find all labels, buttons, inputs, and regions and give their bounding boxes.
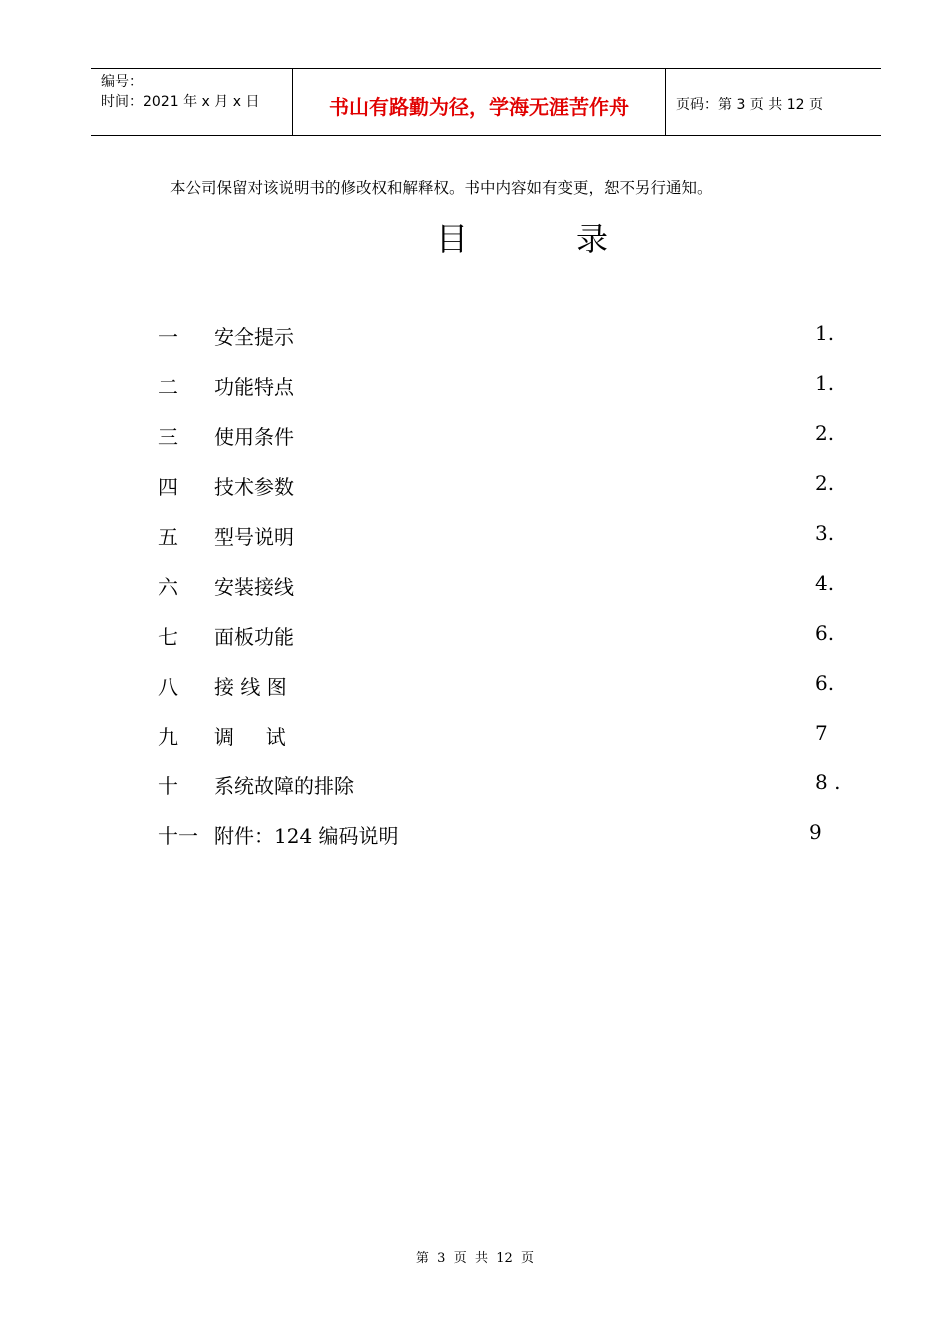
- toc-entry-page: 8 .: [815, 770, 841, 794]
- toc-entry[interactable]: [0, 321, 950, 351]
- toc-entry-label: 附件：124 编码说明: [214, 824, 399, 848]
- toc-entry-number: 八: [158, 675, 178, 699]
- toc-entry[interactable]: [0, 770, 950, 800]
- toc-entry-page: 9: [809, 820, 822, 844]
- toc-entry-label: 接 线 图: [214, 675, 287, 699]
- toc-entry[interactable]: [0, 421, 950, 451]
- toc-entry[interactable]: [0, 721, 950, 751]
- header-motto: 书山有路勤为径，学海无涯苦作舟: [329, 95, 629, 119]
- toc-entry-label: 功能特点: [214, 375, 294, 399]
- toc-entry[interactable]: [0, 371, 950, 401]
- toc-entry-label: 使用条件: [214, 425, 294, 449]
- toc-entry-label: 安全提示: [214, 325, 294, 349]
- toc-entry-number: 七: [158, 625, 178, 649]
- toc-entry[interactable]: [0, 521, 950, 551]
- header-page-info: 页码：第 3 页 共 12 页: [676, 97, 823, 113]
- toc-entry-label: 面板功能: [214, 625, 294, 649]
- toc-entry[interactable]: [0, 671, 950, 701]
- toc-entry-number: 五: [158, 525, 178, 549]
- toc-entry-page: 6.: [815, 621, 835, 645]
- toc-entry-number: 九: [158, 725, 178, 749]
- toc-entry-page: 1.: [815, 371, 835, 395]
- toc-entry-page: 2.: [815, 421, 835, 445]
- toc-entry-number: 十: [158, 774, 178, 798]
- toc-entry-page: 6.: [815, 671, 835, 695]
- toc-entry-page: 2.: [815, 471, 835, 495]
- toc-entry[interactable]: [0, 820, 950, 850]
- toc-entry-page: 3.: [815, 521, 835, 545]
- toc-title-part1: 目: [436, 220, 469, 258]
- toc-title: [0, 214, 950, 258]
- toc-entry-label: 技术参数: [214, 475, 294, 499]
- toc-entry-number: 十一: [158, 824, 198, 848]
- header-motto-cell: [293, 69, 666, 135]
- page-footer: 第 3 页 共 12 页: [415, 1251, 535, 1266]
- toc-entry[interactable]: [0, 571, 950, 601]
- toc-entry-number: 一: [158, 325, 178, 349]
- toc-entry-label: 调 试: [214, 725, 286, 749]
- toc-entry-label: 型号说明: [214, 525, 294, 549]
- toc-entry-number: 三: [158, 425, 178, 449]
- toc-entry-page: 4.: [815, 571, 835, 595]
- toc-entry-label: 安装接线: [214, 575, 294, 599]
- toc-entry-page: 7: [815, 721, 828, 745]
- toc-entry-label: 系统故障的排除: [214, 774, 354, 798]
- toc-entry[interactable]: [0, 621, 950, 651]
- toc-entry-number: 六: [158, 575, 178, 599]
- toc-entry-number: 二: [158, 375, 178, 399]
- toc-title-part2: 录: [576, 220, 609, 258]
- header-page-cell: [666, 69, 881, 135]
- document-header: [91, 68, 881, 136]
- copyright-notice: 本公司保留对该说明书的修改权和解释权。书中内容如有变更，恕不另行通知。: [170, 179, 713, 197]
- toc-entry-page: 1.: [815, 321, 835, 345]
- header-meta-cell: [91, 69, 293, 135]
- toc-entry[interactable]: [0, 471, 950, 501]
- toc-entry-number: 四: [158, 475, 178, 499]
- date-label: 时间：2021 年 x 月 x 日: [101, 94, 260, 110]
- serial-number-label: 编号：: [101, 74, 143, 90]
